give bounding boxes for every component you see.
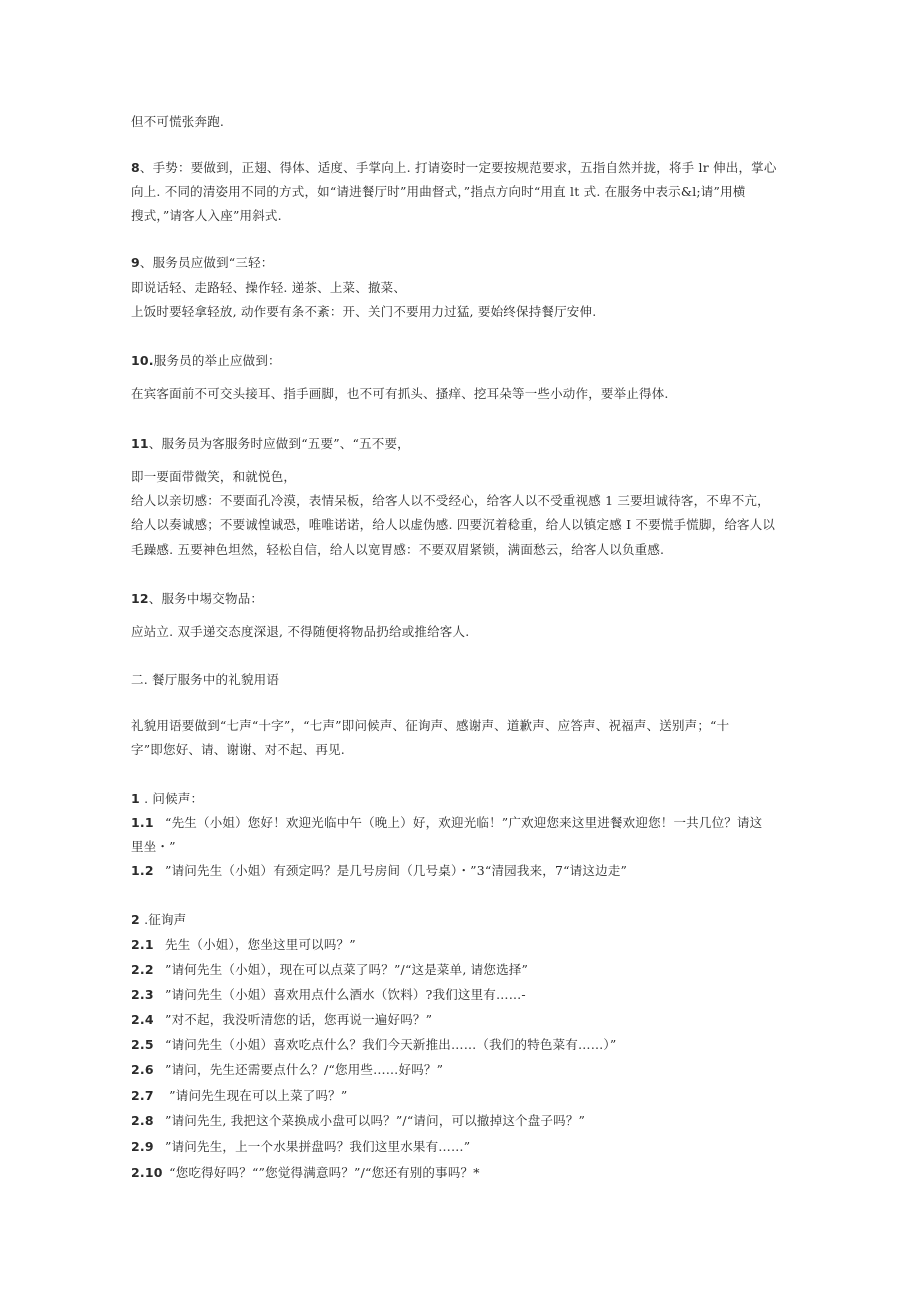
item-number: 2.1 [131, 937, 154, 952]
text-line: 在宾客面前不可交头接耳、指手画脚，也不可有抓头、搔痒、挖耳朵等一些小动作，要举止得体. [131, 386, 669, 401]
chapter-heading: 二. 餐厅服务中的礼貌用语 [131, 672, 280, 687]
text-line: 向上. 不同的清姿用不同的方式，如“请进餐厅时”用曲督式，”指点方向时“用直 lt 式. 在服务中表示&l;请”用横 [131, 184, 746, 199]
item-number: 2.2 [131, 962, 154, 977]
list-item: 2.3 ”请问先生（小姐）喜欢用点什么酒水（饮料）?我们这里有……- [131, 987, 526, 1002]
item-number: 10. [131, 353, 154, 368]
item-number: 2.4 [131, 1012, 154, 1027]
text-line: 字”即您好、请、谢谢、对不起、再见. [131, 742, 345, 757]
item-number: 2.6 [131, 1062, 154, 1077]
list-item: 1.1 “先生（小姐）您好！欢迎光临中午（晚上）好，欢迎光临！”广欢迎您来这里进餐欢迎您！一共几位？请这 [131, 815, 763, 830]
text-line: 上饭时要轻拿轻放, 动作要有条不紊：开、关门不要用力过猛, 要始终保持餐厅安伸. [131, 304, 597, 319]
list-item: 2.9 ”请问先生，上一个水果拼盘吗？我们这里水果有……” [131, 1139, 471, 1154]
item-number: 1.1 [131, 815, 154, 830]
subsection-1-heading: 1 . 问候声： [131, 791, 204, 806]
list-item: 2.10 “您吃得好吗？“”您觉得满意吗？”/“您还有别的事吗？* [131, 1165, 480, 1180]
list-item: 2.6 ”请问，先生还需要点什么？/“您用些……好吗？” [131, 1062, 444, 1077]
item-number: 2.9 [131, 1139, 154, 1154]
item-number: 12 [131, 591, 149, 606]
list-item: 2.1 先生（小姐），您坐这里可以吗？” [131, 937, 356, 952]
text-line: 即说话轻、走路轻、操作轻. 递茶、上菜、撤菜、 [131, 280, 407, 295]
subsection-2-heading: 2 .征询声 [131, 912, 187, 927]
text-line: 即一要面带微笑，和就悦色， [131, 469, 297, 484]
item-number: 11 [131, 436, 149, 451]
list-item: 1.2 ”请问先生（小姐）有颈定吗？是几号房间（几号桌）・”3“清园我来，7“请这边走” [131, 863, 628, 878]
text-line: 搜式，”请客人入座”用斜式. [131, 208, 282, 223]
item-number: 1.2 [131, 863, 154, 878]
item-number: 2.5 [131, 1037, 154, 1052]
text-line: 礼貌用语要做到“七声“十字”，“七声”即问候声、征询声、感谢声、道歉声、应答声、祝福声、送别声；“十 [131, 718, 730, 733]
item-number: 8 [131, 160, 140, 175]
section-8-heading: 8、手势：要做到，正翅、得体、适度、手掌向上. 打请姿时一定要按规范要求，五指自然并拢，将手 lr 伸出，掌心 [131, 160, 777, 175]
list-item: 2.4 ”对不起，我没听清您的话，您再说一遍好吗？” [131, 1012, 433, 1027]
list-item: 2.8 ”请问先生, 我把这个菜换成小盘可以吗？”/“请问，可以撤掉这个盘子吗？” [131, 1113, 586, 1128]
item-number: 1 [131, 791, 140, 806]
item-number: 2.7 [131, 1088, 154, 1103]
item-number: 9 [131, 255, 140, 270]
item-number: 2 [131, 912, 140, 927]
list-item: 2.5 “请问先生（小姐）喜欢吃点什么？我们今天新推出……（我们的特色菜有……）” [131, 1037, 617, 1052]
text-line: 但不可慌张奔跑. [131, 114, 225, 129]
section-11-heading: 11、服务员为客服务时应做到“五要”、“五不要， [131, 436, 410, 451]
text-line: 里坐・” [131, 839, 176, 854]
list-item: 2.2 ”请何先生（小姐），现在可以点菜了吗？”/“这是菜单, 请您选择” [131, 962, 529, 977]
item-number: 2.3 [131, 987, 154, 1002]
text-line: 应站立. 双手递交态度深退, 不得随便将物品扔给或推给客人. [131, 624, 470, 639]
text-line: 毛躁感. 五要神色坦然，轻松自信，给人以宽胃感：不要双眉紧锁，满面愁云，给客人以负重感. [131, 542, 665, 557]
section-12-heading: 12、服务中埸交物品： [131, 591, 264, 606]
text-line: 给人以亲切感：不要面孔冷漠，表情呆板，给客人以不受经心，给客人以不受重视感 1 三要坦诚待客，不卑不亢， [131, 493, 770, 508]
text-line: 给人以奏诚感；不要诚惶诚恐，唯唯诺诺，给人以虚伪感. 四要沉着稔重，给人以镇定感 I 不要慌手慌脚，给客人以 [131, 517, 776, 532]
item-number: 2.10 [131, 1165, 163, 1180]
section-10-heading: 10.服务员的举止应做到： [131, 353, 281, 368]
item-number: 2.8 [131, 1113, 154, 1128]
list-item: 2.7 ”请问先生现在可以上菜了吗？” [131, 1088, 348, 1103]
section-9-heading: 9、服务员应做到“三轻： [131, 255, 274, 270]
